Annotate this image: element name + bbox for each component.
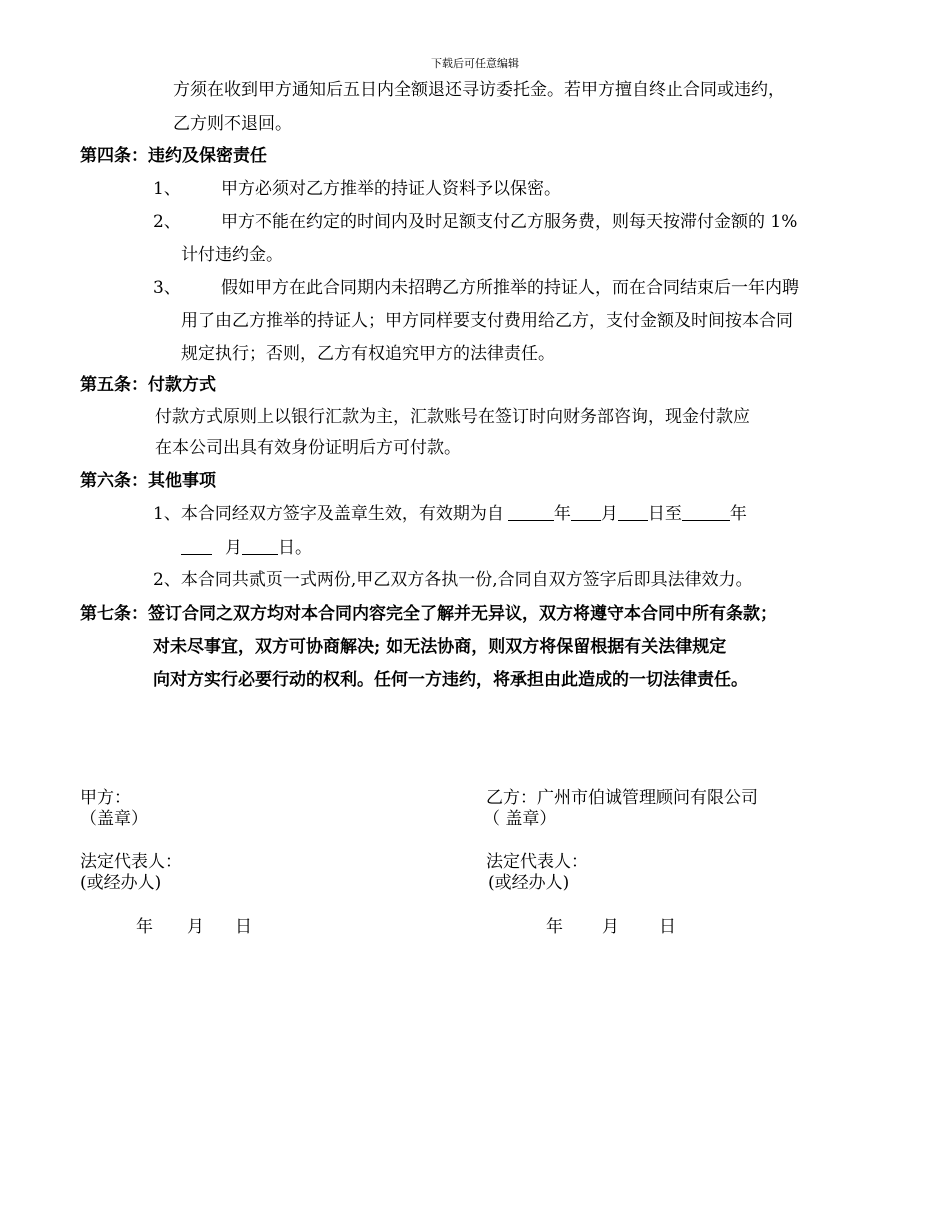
article6-item2: 2、本合同共贰页一式两份,甲乙双方各执一份,合同自双方签字后即具法律效力。 <box>153 570 753 590</box>
end-year-label: 年 <box>729 504 747 524</box>
blank-end-year[interactable] <box>682 504 730 521</box>
article4-item2-text-cont: 计付违约金。 <box>181 245 283 265</box>
article4-item1-text: 甲方必须对乙方推举的持证人资料予以保密。 <box>221 179 561 199</box>
article4-item3-text: 假如甲方在此合同期内未招聘乙方所推举的持证人，而在合同结束后一年内聘 <box>221 278 799 298</box>
start-month-label: 月 <box>600 504 618 524</box>
blank-end-month[interactable] <box>181 538 212 555</box>
end-day-label: 日。 <box>278 538 312 558</box>
blank-start-day[interactable] <box>618 504 648 521</box>
article4-item2-text: 甲方不能在约定的时间内及时足额支付乙方服务费，则每天按滞付金额的 1% <box>221 212 798 232</box>
party-a-month: 月 <box>187 917 204 937</box>
article6-item1-prefix: 1、本合同经双方签字及盖章生效，有效期为自 <box>153 504 504 524</box>
article6-heading: 第六条：其他事项 <box>80 471 216 491</box>
blank-end-day[interactable] <box>242 538 278 555</box>
article4-item3-text-cont1: 用了由乙方推举的持证人；甲方同样要支付费用给乙方，支付金额及时间按本合同 <box>181 311 793 331</box>
party-b-month: 月 <box>602 917 619 937</box>
article4-heading: 第四条：违约及保密责任 <box>80 146 267 166</box>
party-b-agent: (或经办人) <box>488 873 570 893</box>
party-b-label: 乙方：广州市伯诚管理顾问有限公司 <box>486 788 758 808</box>
party-b-rep: 法定代表人： <box>486 852 588 872</box>
article6-item1-cont <box>181 537 312 559</box>
party-a-day: 日 <box>235 917 252 937</box>
start-day-to-label: 日至 <box>647 504 682 524</box>
article6-item1 <box>153 503 747 525</box>
article7-line1: 第七条：签订合同之双方均对本合同内容完全了解并无异议，双方将遵守本合同中所有条款； <box>80 604 777 624</box>
party-a-label: 甲方： <box>80 788 131 808</box>
article4-item2-num: 2、 <box>153 212 181 232</box>
page-header: 下载后可任意编辑 <box>431 57 519 70</box>
article5-line2: 在本公司出具有效身份证明后方可付款。 <box>155 438 461 458</box>
article7-line3: 向对方实行必要行动的权利。任何一方违约，将承担由此造成的一切法律责任。 <box>153 670 748 690</box>
start-year-label: 年 <box>553 504 571 524</box>
article4-item3-num: 3、 <box>153 278 181 298</box>
end-month-label: 月 <box>225 538 242 558</box>
article4-item1-num: 1、 <box>153 179 181 199</box>
party-b-year: 年 <box>546 917 563 937</box>
article7-line2: 对未尽事宜，双方可协商解决; 如无法协商，则双方将保留根据有关法律规定 <box>153 637 727 657</box>
article5-line1: 付款方式原则上以银行汇款为主，汇款账号在签订时向财务部咨询，现金付款应 <box>155 407 750 427</box>
party-a-rep: 法定代表人： <box>80 852 182 872</box>
article5-heading: 第五条：付款方式 <box>80 375 216 395</box>
article3-line2: 乙方则不退回。 <box>173 114 292 134</box>
party-b-day: 日 <box>659 917 676 937</box>
article4-item3-text-cont2: 规定执行；否则，乙方有权追究甲方的法律责任。 <box>181 344 555 364</box>
blank-start-year[interactable] <box>508 504 554 521</box>
party-b-seal: （ 盖章） <box>483 809 557 829</box>
blank-start-month[interactable] <box>571 504 601 521</box>
party-a-agent: (或经办人) <box>80 873 162 893</box>
article3-line1: 方须在收到甲方通知后五日内全额退还寻访委托金。若甲方擅自终止合同或违约， <box>173 80 785 100</box>
party-a-seal: （盖章） <box>80 809 148 829</box>
party-a-year: 年 <box>136 917 153 937</box>
